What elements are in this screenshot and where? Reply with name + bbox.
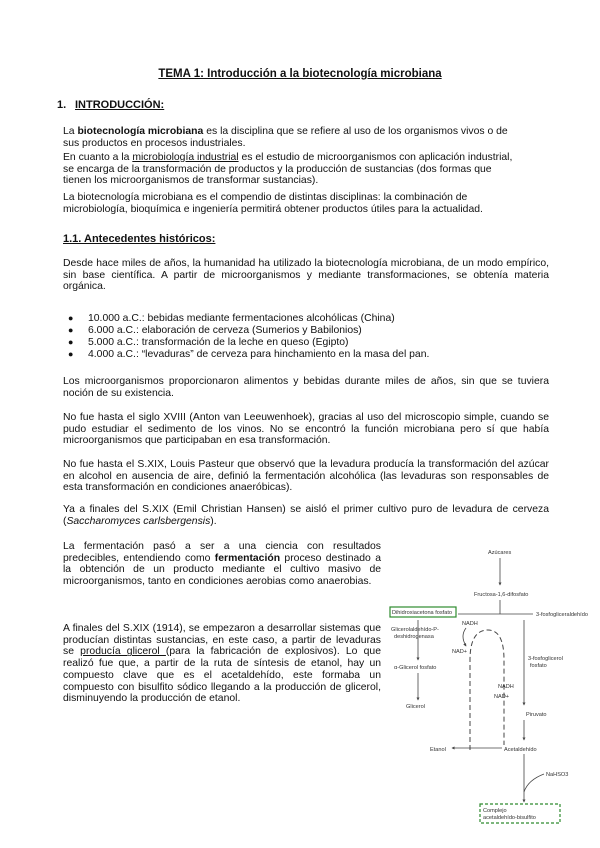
label-complejo-line2: acetaldehído-bisulfito — [483, 815, 536, 821]
intro-paragraph-1 — [63, 126, 543, 149]
label-nad-2: NAD+ — [494, 694, 510, 700]
text-line: se encarga de la transformación de productos y la producción de sustancias (dos formas que — [63, 163, 492, 175]
text-run: ). — [210, 515, 217, 527]
species-name: Saccharomyces carlsbergensis — [66, 515, 211, 527]
bullet-icon: ● — [68, 336, 74, 347]
label-fructosa: Fructosa-1,6-difosfato — [474, 592, 529, 598]
label-glicerol-fosfato: α-Glicerol fosfato — [394, 665, 437, 671]
label-piruvato: Piruvato — [526, 712, 547, 718]
redox-loop — [470, 630, 504, 750]
bold-term: biotecnología microbiana — [77, 126, 204, 137]
text-run: En cuanto a la — [63, 152, 133, 163]
intro-paragraph-3 — [63, 192, 543, 215]
label-acetaldehido: Acetaldehído — [504, 747, 537, 753]
history-timeline-list — [68, 313, 429, 361]
list-item — [68, 337, 429, 349]
arrow — [463, 628, 466, 646]
label-glicerol: Glicerol — [406, 704, 425, 710]
underlined-term: producía glicerol — [80, 646, 166, 658]
page-title: TEMA 1: Introducción a la biotecnología microbiana — [158, 68, 442, 80]
label-etanol: Etanol — [430, 747, 446, 753]
bullet-icon: ● — [68, 348, 74, 359]
text-line: La biotecnología microbiana es el compendio de distintas disciplinas: la combinación de — [63, 192, 468, 203]
label-nahso3: NaHSO3 — [546, 772, 569, 778]
list-item-text: 10.000 a.C.: bebidas mediante fermentaciones alcohólicas (China) — [88, 313, 395, 324]
bold-term: fermentación — [214, 552, 281, 564]
history-paragraph-7 — [63, 623, 381, 705]
label-nadh-1: NADH — [462, 621, 478, 627]
text-run: proceso destinado a la obtención de un producto mediante el cultivo masivo de microorganismos, tanto en condiciones aerobias como anaerobias. — [63, 552, 381, 588]
label-nadh-2: NADH — [498, 684, 514, 690]
label-g3p: 3-fosfogliceraldehído — [536, 612, 588, 618]
history-paragraph-4: No fue hasta el S.XIX, Louis Pasteur que observó que la levadura producía la transformación del azúcar en alcohol en ausencia de aire, definió la fermentación alcohólica (las levaduras son responsables de esta transformación en condiciones anaeróbicas). — [63, 459, 549, 494]
intro-paragraph-2 — [63, 152, 543, 187]
label-fosfoglicerol-line1: 3-fosfoglicerol — [528, 656, 563, 662]
label-enzyme-line1: Glicerolaldehído-P- — [391, 627, 439, 633]
glycerol-pathway-diagram — [388, 540, 588, 840]
text-run: es el estudio de microorganismos con aplicación industrial, — [238, 152, 513, 163]
history-paragraph-6 — [63, 541, 381, 588]
text-line: tienen los microorganismos de transformar sustancias). — [63, 175, 319, 187]
underlined-term: microbiología industrial — [132, 152, 239, 163]
label-complejo-line1: Complejo — [483, 808, 507, 814]
arrow — [524, 774, 544, 792]
section-number: 1. — [57, 99, 67, 111]
list-item-text: 4.000 a.C.: “levaduras” de cerveza para hinchamiento en la masa del pan. — [88, 348, 430, 360]
text-line: microbiología, bioquímica e ingeniería permitirá obtener productos útiles para la actualidad. — [63, 203, 483, 215]
history-paragraph-5 — [63, 504, 549, 527]
label-enzyme-line2: deshidrogenasa — [394, 634, 434, 640]
text-run: La — [63, 126, 78, 137]
text-run: (para la fabricación de explosivos). Lo que realizó fue que, a partir de la ruta de síntesis de etanol, hay un compuesto clave que es el acetaldehído, este formaba un compuesto con bisulfito sódico llegando a la producción de glicerol, disminuyendo la producción de etanol. — [63, 646, 381, 705]
label-nad-1: NAD+ — [452, 649, 468, 655]
bullet-icon: ● — [68, 324, 74, 335]
subsection-heading-antecedentes: 1.1. Antecedentes históricos: — [63, 233, 216, 245]
label-azucares: Azúcares — [488, 550, 512, 556]
list-item-text: 5.000 a.C.: transformación de la leche en queso (Egipto) — [88, 336, 349, 348]
history-paragraph-2: Los microorganismos proporcionaron alimentos y bebidas durante miles de años, sin que se tuviera noción de su existencia. — [63, 376, 549, 399]
list-item — [68, 325, 429, 337]
label-fosfoglicerol-line2: fosfato — [530, 663, 547, 669]
text-run: es la disciplina que se refiere al uso de los organismos vivos o de — [203, 126, 508, 137]
text-run: A finales del S.XIX (1914), se empezaron a desarrollar sistemas que producían distintas sustancias, en este caso, a partir de levaduras se — [63, 623, 381, 658]
section-title: INTRODUCCIÓN: — [75, 99, 165, 111]
history-paragraph-1: Desde hace miles de años, la humanidad ha utilizado la biotecnología microbiana, de un modo empírico, sin base científica. A partir de microorganismos y mediante transformaciones, se obtenía materia orgánica. — [63, 258, 549, 293]
text-line: sus productos en procesos industriales. — [63, 137, 246, 149]
list-item-text: 6.000 a.C.: elaboración de cerveza (Sumerios y Babilonios) — [88, 324, 362, 336]
label-dhap: Dihidroxiacetona fosfato — [392, 610, 453, 616]
history-paragraph-3: No fue hasta el siglo XVIII (Anton van Leeuwenhoek), gracias al uso del microscopio simple, cuando se pudo estudiar el sedimento de los vinos. No se encontró la función microbiana pero sí que había microorganismos que participaban en esa transformación. — [63, 412, 549, 447]
list-item — [68, 349, 429, 361]
bullet-icon: ● — [68, 313, 74, 323]
list-item — [68, 313, 429, 325]
section-heading-introduccion — [57, 99, 164, 111]
text-run: La fermentación pasó a ser a una ciencia con resultados predecibles, entendiendo como — [63, 541, 381, 564]
text-run: Ya a finales del S.XIX (Emil Christian Hansen) se aisló el primer cultivo puro de levadura de cerveza ( — [63, 504, 549, 527]
